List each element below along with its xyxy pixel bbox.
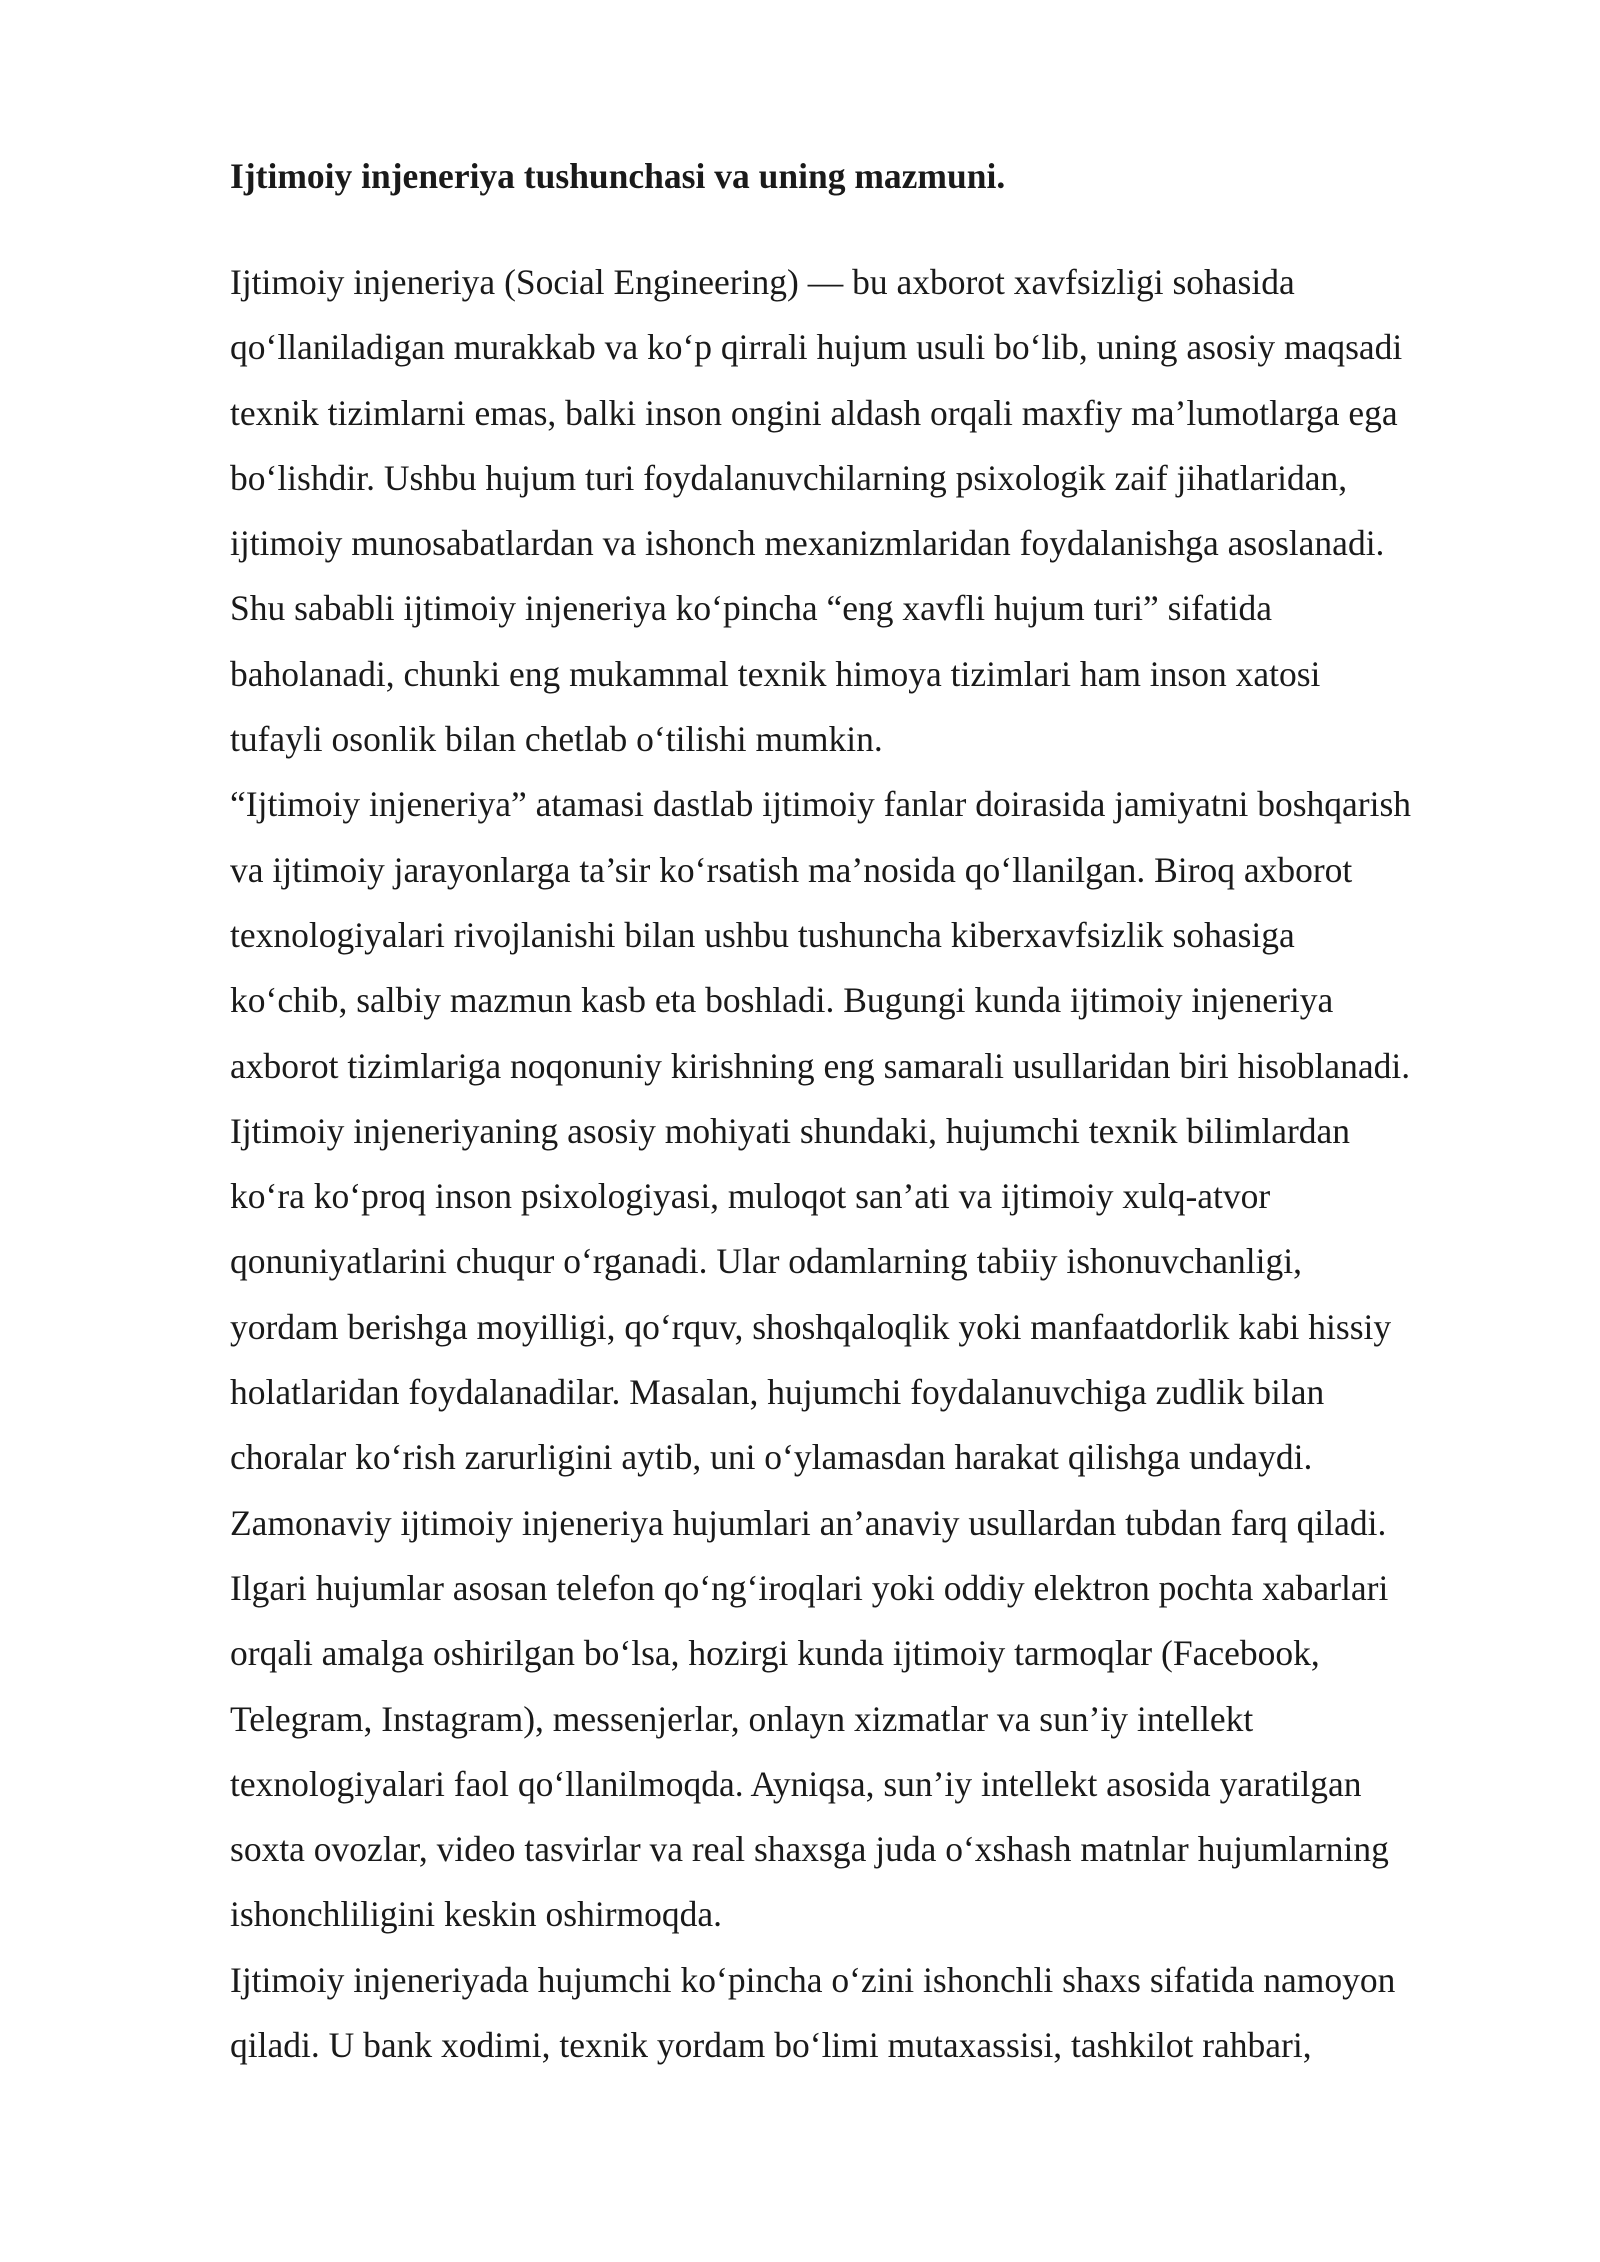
text-line: qiladi. U bank xodimi, texnik yordam bo‘limi mutaxassisi, tashkilot rahbari, (230, 2025, 1312, 2066)
paragraph (230, 1491, 1502, 1948)
text-line: baholanadi, chunki eng mukammal texnik himoya tizimlari ham inson xatosi (230, 653, 1321, 694)
text-line: axborot tizimlariga noqonuniy kirishning eng samarali usullaridan biri hisoblanadi. (230, 1045, 1411, 1086)
text-line: Shu sababli ijtimoiy injeneriya ko‘pincha “eng xavfli hujum turi” sifatida (230, 588, 1273, 629)
text-line: Ijtimoiy injeneriyada hujumchi ko‘pincha o‘zini ishonchli shaxs sifatida namoyon (230, 1959, 1396, 2000)
text-line: yordam berishga moyilligi, qo‘rquv, shoshqaloqlik yoki manfaatdorlik kabi hissiy (230, 1306, 1392, 1347)
text-line: tufayli osonlik bilan chetlab o‘tilishi mumkin. (230, 719, 883, 760)
text-line: va ijtimoiy jarayonlarga ta’sir ko‘rsatish ma’nosida qo‘llanilgan. Biroq axborot (230, 849, 1353, 890)
paragraph-list (230, 250, 1502, 2078)
document-title: Ijtimoiy injeneriya tushunchasi va uning mazmuni. (230, 156, 1006, 196)
text-line: ijtimoiy munosabatlardan va ishonch mexanizmlaridan foydalanishga asoslanadi. (230, 523, 1385, 564)
text-line: “Ijtimoiy injeneriya” atamasi dastlab ijtimoiy fanlar doirasida jamiyatni boshqarish (230, 784, 1412, 825)
text-line: Ijtimoiy injeneriya (Social Engineering) — bu axborot xavfsizligi sohasida (230, 262, 1295, 302)
text-line: texnologiyalari rivojlanishi bilan ushbu tushuncha kiberxavfsizlik sohasiga (230, 914, 1295, 955)
paragraph (230, 772, 1502, 1098)
text-line: ko‘ra ko‘proq inson psixologiyasi, muloqot san’ati va ijtimoiy xulq-atvor (230, 1176, 1271, 1217)
paragraph (230, 250, 1502, 772)
text-line: bo‘lishdir. Ushbu hujum turi foydalanuvchilarning psixologik zaif jihatlaridan, (230, 457, 1348, 498)
text-line: choralar ko‘rish zarurligini aytib, uni o‘ylamasdan harakat qilishga undaydi. (230, 1437, 1313, 1478)
text-line: texnik tizimlarni emas, balki inson ongini aldash orqali maxfiy ma’lumotlarga ega (230, 392, 1398, 433)
text-line: orqali amalga oshirilgan bo‘lsa, hozirgi kunda ijtimoiy tarmoqlar (Facebook, (230, 1633, 1320, 1674)
paragraph (230, 1099, 1502, 1491)
text-line: Ijtimoiy injeneriyaning asosiy mohiyati shundaki, hujumchi texnik bilimlardan (230, 1110, 1351, 1151)
text-line: ishonchliligini keskin oshirmoqda. (230, 1894, 723, 1935)
text-line: Telegram, Instagram), messenjerlar, onlayn xizmatlar va sun’iy intellekt (230, 1698, 1254, 1739)
document-body (230, 150, 1502, 2078)
text-line: Ilgari hujumlar asosan telefon qo‘ng‘iroqlari yoki oddiy elektron pochta xabarlari (230, 1567, 1389, 1608)
text-line: texnologiyalari faol qo‘llanilmoqda. Ayniqsa, sun’iy intellekt asosida yaratilgan (230, 1763, 1362, 1804)
text-line: soxta ovozlar, video tasvirlar va real shaxsga juda o‘xshash matnlar hujumlarning (230, 1829, 1389, 1870)
text-line: qo‘llaniladigan murakkab va ko‘p qirrali hujum usuli bo‘lib, uning asosiy maqsadi (230, 327, 1403, 368)
text-line: Zamonaviy ijtimoiy injeneriya hujumlari an’anaviy usullardan tubdan farq qiladi. (230, 1502, 1387, 1543)
text-line: qonuniyatlarini chuqur o‘rganadi. Ular odamlarning tabiiy ishonuvchanligi, (230, 1241, 1302, 1282)
paragraph (230, 1948, 1502, 2079)
text-line: holatlaridan foydalanadilar. Masalan, hujumchi foydalanuvchiga zudlik bilan (230, 1372, 1325, 1413)
text-line: ko‘chib, salbiy mazmun kasb eta boshladi. Bugungi kunda ijtimoiy injeneriya (230, 980, 1334, 1021)
